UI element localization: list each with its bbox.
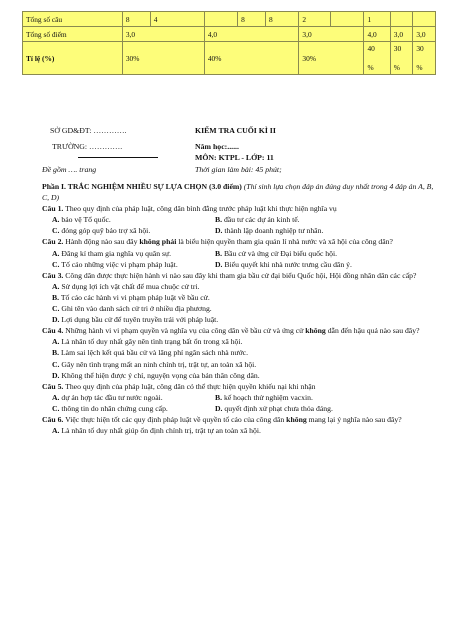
question-number: Câu 5. xyxy=(42,381,64,391)
option-d[interactable]: D. quyết định xử phạt chưa thỏa đáng. xyxy=(215,403,333,413)
table-cell: 3,0 xyxy=(390,27,413,42)
option-b[interactable]: B. Bầu cử và ứng cử Đại biểu quốc hội. xyxy=(215,248,338,258)
table-cell xyxy=(390,42,413,75)
question-4 xyxy=(42,325,438,336)
part1-note: (Thí sinh lựa chọn đáp án đúng duy nhất trong 4 đáp án A, B, C, D) xyxy=(42,182,434,203)
header-divider xyxy=(78,157,158,158)
question-text: Theo quy định của pháp luật, công dân bình đẳng trước pháp luật khi thực hiện nghĩa vụ xyxy=(63,204,337,214)
table-cell xyxy=(413,12,436,27)
cell-unit: % xyxy=(416,63,423,72)
table-cell xyxy=(204,12,237,27)
option-c[interactable]: C. Gây nên tình trạng mất an ninh chính trị, trật tự, an toàn xã hội. xyxy=(52,359,257,369)
row-ratio xyxy=(23,42,436,75)
option-d[interactable]: D. Không thể hiện được ý chí, nguyện vọng của bản thân công dân. xyxy=(52,370,260,380)
table-cell: 3,0 xyxy=(413,27,436,42)
question-text: Việc thực hiện tốt các quy định pháp luật về quyền tố cáo của công dân xyxy=(63,414,287,424)
table-cell: 4,0 xyxy=(364,27,390,42)
option-b[interactable]: B. Làm sai lệch kết quả bầu cử và lãng phí ngân sách nhà nước. xyxy=(52,348,248,358)
option-a[interactable]: A. Đăng kí tham gia nghĩa vụ quân sự. xyxy=(52,248,172,258)
question-number: Câu 1. xyxy=(42,204,64,214)
question-5 xyxy=(42,381,438,392)
option-text: Là nhân tố duy nhất gây nên tình trạng bất ổn trong xã hội. xyxy=(61,337,243,347)
row-label: Tổng số điểm xyxy=(23,27,123,42)
option-text: Đăng kí tham gia nghĩa vụ quân sự. xyxy=(61,248,172,258)
summary-table xyxy=(22,11,436,75)
table-cell: 3,0 xyxy=(299,27,364,42)
cell-value: 30 xyxy=(393,44,402,53)
option-b[interactable]: B. kế hoạch thử nghiệm vacxin. xyxy=(215,392,313,402)
question-3 xyxy=(42,270,438,281)
question-1 xyxy=(42,203,438,214)
q1-options-cd xyxy=(42,225,438,236)
part1-heading xyxy=(42,181,438,203)
question-text: mang lại ý nghĩa nào sau đây? xyxy=(306,414,402,424)
option-text: Bầu cử và ứng cử Đại biểu quốc hội. xyxy=(223,248,338,258)
question-2 xyxy=(42,236,438,247)
option-c[interactable]: C. Tố cáo những việc vi phạm pháp luật. xyxy=(52,259,178,269)
cell-unit: % xyxy=(393,63,400,72)
subject-line: MÔN: KTPL - LỚP: 11 xyxy=(195,153,274,162)
option-text: Biểu quyết khi nhà nước trưng cầu dân ý. xyxy=(224,259,352,269)
question-text: Những hành vi vi phạm quyền và nghĩa vụ của công dân về bầu cử và ứng cử xyxy=(63,326,306,336)
table-cell: 40% xyxy=(204,42,299,75)
option-b[interactable]: B. đầu tư các dự án kinh tế. xyxy=(215,215,300,225)
option-text: Làm sai lệch kết quả bầu cử và lãng phí ngân sách nhà nước. xyxy=(60,348,248,358)
table-cell: 8 xyxy=(122,12,150,27)
q2-options-cd xyxy=(42,259,438,270)
table-cell xyxy=(390,12,413,27)
question-number: Câu 6. xyxy=(42,414,64,424)
row-total-points xyxy=(23,27,436,42)
table-cell: 8 xyxy=(265,12,298,27)
row-label: Tổng số câu xyxy=(23,12,123,27)
q5-options-cd xyxy=(42,403,438,414)
q1-options-ab xyxy=(42,214,438,225)
option-d[interactable]: D. Biểu quyết khi nhà nước trưng cầu dân ý. xyxy=(215,259,352,269)
option-d[interactable]: D. thành lập doanh nghiệp tư nhân. xyxy=(215,226,324,236)
option-a[interactable]: A. dự án hợp tác đầu tư nước ngoài. xyxy=(52,392,163,402)
question-emphasis: không xyxy=(305,326,326,336)
cell-value: 30 xyxy=(416,44,424,53)
row-total-questions xyxy=(23,12,436,27)
option-b[interactable]: B. Tố cáo các hành vi vi phạm pháp luật về bầu cử. xyxy=(52,292,210,302)
option-a[interactable]: A. Là nhân tố duy nhất giúp ổn định chính trị, trật tự an toàn xã hội. xyxy=(52,426,261,436)
exam-title: KIỂM TRA CUỐI KÌ II xyxy=(195,126,276,135)
question-text: là biểu hiện quyền tham gia quản lí nhà nước và xã hội của công dân? xyxy=(176,237,393,247)
table-cell: 8 xyxy=(238,12,266,27)
table-cell: 30% xyxy=(299,42,364,75)
question-number: Câu 3. xyxy=(42,270,64,280)
question-text: Theo quy định của pháp luật, công dân có thể thực hiện quyền khiếu nại khi nhận xyxy=(63,381,316,391)
table-cell: 4 xyxy=(150,12,204,27)
table-cell: 3,0 xyxy=(122,27,204,42)
school-year: Năm học:...... xyxy=(195,142,239,151)
option-text: Không thể hiện được ý chí, nguyện vọng của bản thân công dân. xyxy=(61,370,260,380)
option-c[interactable]: C. Ghi tên vào danh sách cử tri ở nhiều địa phương. xyxy=(52,304,212,314)
table-cell xyxy=(364,42,390,75)
option-text: bảo vệ Tổ quốc. xyxy=(61,215,111,225)
option-text: thông tin do nhân chứng cung cấp. xyxy=(61,403,168,413)
page-count: Đề gồm …. trang xyxy=(42,165,97,174)
option-c[interactable]: C. thông tin do nhân chứng cung cấp. xyxy=(52,403,168,413)
table-cell xyxy=(413,42,436,75)
table-cell xyxy=(331,12,364,27)
option-text: Sử dụng lợi ích vật chất để mua chuộc cử tri. xyxy=(61,281,200,291)
option-text: quyết định xử phạt chưa thỏa đáng. xyxy=(224,403,333,413)
q5-options-ab xyxy=(42,392,438,403)
question-number: Câu 4. xyxy=(42,326,64,336)
option-text: Tố cáo những việc vi phạm pháp luật. xyxy=(61,259,178,269)
question-text: Hành động nào sau đây xyxy=(63,237,140,247)
option-a[interactable]: A. Là nhân tố duy nhất gây nên tình trạng bất ổn trong xã hội. xyxy=(52,337,243,347)
option-a[interactable]: A. bảo vệ Tổ quốc. xyxy=(52,215,111,225)
exam-content xyxy=(42,181,438,436)
cell-value: 40 xyxy=(367,44,375,53)
table-cell: 4,0 xyxy=(204,27,299,42)
question-number: Câu 2. xyxy=(42,237,64,247)
question-emphasis: không phải xyxy=(139,237,177,247)
school-line: TRƯỜNG: …………. xyxy=(52,142,123,151)
question-text: dẫn đến hậu quả nào sau đây? xyxy=(325,326,420,336)
time-limit: Thời gian làm bài: 45 phút; xyxy=(195,165,282,174)
option-text: đóng góp quỹ bảo trợ xã hội. xyxy=(61,226,151,236)
option-text: Lợi dụng bầu cử để tuyên truyền trái với pháp luật. xyxy=(61,315,219,325)
row-label: Tỉ lệ (%) xyxy=(23,42,123,75)
option-text: Gây nên tình trạng mất an ninh chính trị, trật tự, an toàn xã hội. xyxy=(61,359,257,369)
question-text: Công dân được thực hiện hành vi nào sau đây khi tham gia bầu cử đại biểu Quốc hội, Hội đồng nhân dân các cấp? xyxy=(63,270,417,280)
option-text: đầu tư các dự án kinh tế. xyxy=(223,215,300,225)
table-cell: 1 xyxy=(364,12,390,27)
cell-unit: % xyxy=(367,63,374,72)
department-line: SỞ GD&ĐT: …………. xyxy=(50,126,127,135)
table-cell: 30% xyxy=(122,42,204,75)
option-text: Là nhân tố duy nhất giúp ổn định chính trị, trật tự an toàn xã hội. xyxy=(61,426,261,436)
option-text: dự án hợp tác đầu tư nước ngoài. xyxy=(61,392,163,402)
option-text: kế hoạch thử nghiệm vacxin. xyxy=(223,392,313,402)
table-cell: 2 xyxy=(299,12,331,27)
part1-title: Phần I. TRẮC NGHIỆM NHIỀU SỰ LỰA CHỌN (3.0 điểm) xyxy=(42,182,242,191)
q2-options-ab xyxy=(42,248,438,259)
option-c[interactable]: C. đóng góp quỹ bảo trợ xã hội. xyxy=(52,226,151,236)
option-text: Tố cáo các hành vi vi phạm pháp luật về bầu cử. xyxy=(60,292,210,302)
option-a[interactable]: A. Sử dụng lợi ích vật chất để mua chuộc cử tri. xyxy=(52,281,200,291)
question-6 xyxy=(42,414,438,425)
question-emphasis: không xyxy=(286,414,307,424)
option-d[interactable]: D. Lợi dụng bầu cử để tuyên truyền trái với pháp luật. xyxy=(52,315,219,325)
option-text: Ghi tên vào danh sách cử tri ở nhiều địa phương. xyxy=(61,304,212,314)
option-text: thành lập doanh nghiệp tư nhân. xyxy=(224,226,324,236)
